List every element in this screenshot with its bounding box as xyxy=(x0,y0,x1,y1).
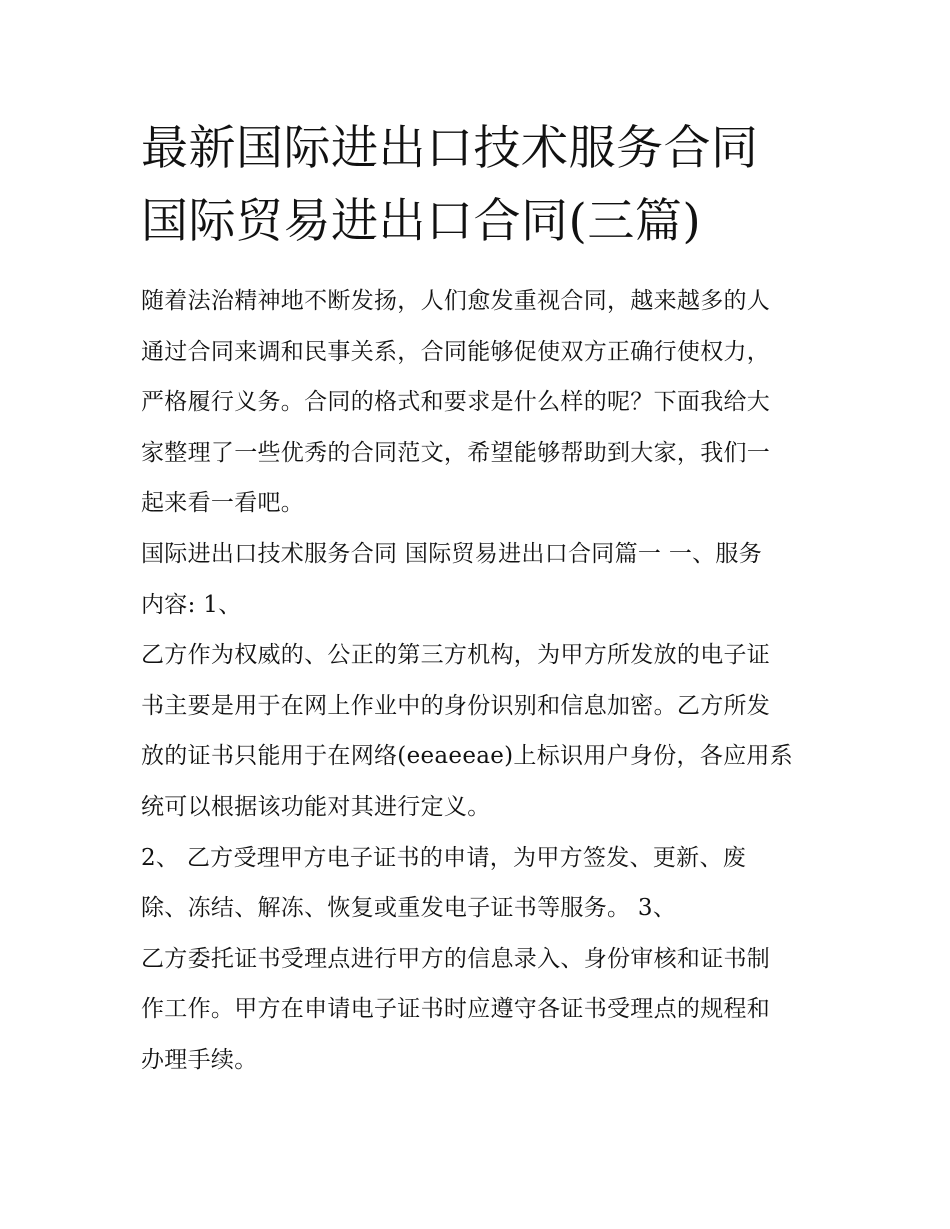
document-body xyxy=(141,276,821,1086)
document-page xyxy=(141,112,821,1086)
body-line: 除、冻结、解冻、恢复或重发电子证书等服务。 3、 xyxy=(141,895,677,922)
body-line: 放的证书只能用于在网络(eeaeeae)上标识用户身份，各应用系 xyxy=(141,743,794,770)
body-line: 乙方委托证书受理点进行甲方的信息录入、身份审核和证书制 xyxy=(141,945,771,972)
body-line: 家整理了一些优秀的合同范文，希望能够帮助到大家，我们一 xyxy=(141,439,771,466)
body-line: 随着法治精神地不断发扬，人们愈发重视合同，越来越多的人 xyxy=(141,288,771,314)
body-line: 通过合同来调和民事关系，合同能够促使双方正确行使权力， xyxy=(141,338,771,365)
body-line: 严格履行义务。合同的格式和要求是什么样的呢？下面我给大 xyxy=(141,389,771,416)
title-line-2: 国际贸易进出口合同(三篇) xyxy=(141,194,702,249)
body-line: 作工作。甲方在申请电子证书时应遵守各证书受理点的规程和 xyxy=(141,996,771,1023)
body-line: 书主要是用于在网上作业中的身份识别和信息加密。乙方所发 xyxy=(141,692,771,719)
title-line-1: 最新国际进出口技术服务合同 xyxy=(141,121,759,176)
body-line: 乙方作为权威的、公正的第三方机构，为甲方所发放的电子证 xyxy=(141,642,771,669)
body-line: 办理手续。 xyxy=(141,1046,258,1073)
body-line: 2、 乙方受理甲方电子证书的申请，为甲方签发、更新、废 xyxy=(141,844,747,871)
body-line: 统可以根据该功能对其进行定义。 xyxy=(141,793,491,820)
document-title xyxy=(141,112,821,258)
body-line: 内容: 1、 xyxy=(141,591,242,618)
body-line: 起来看一看吧。 xyxy=(141,490,305,517)
body-line: 国际进出口技术服务合同 国际贸易进出口合同篇一 一、服务 xyxy=(141,540,763,567)
